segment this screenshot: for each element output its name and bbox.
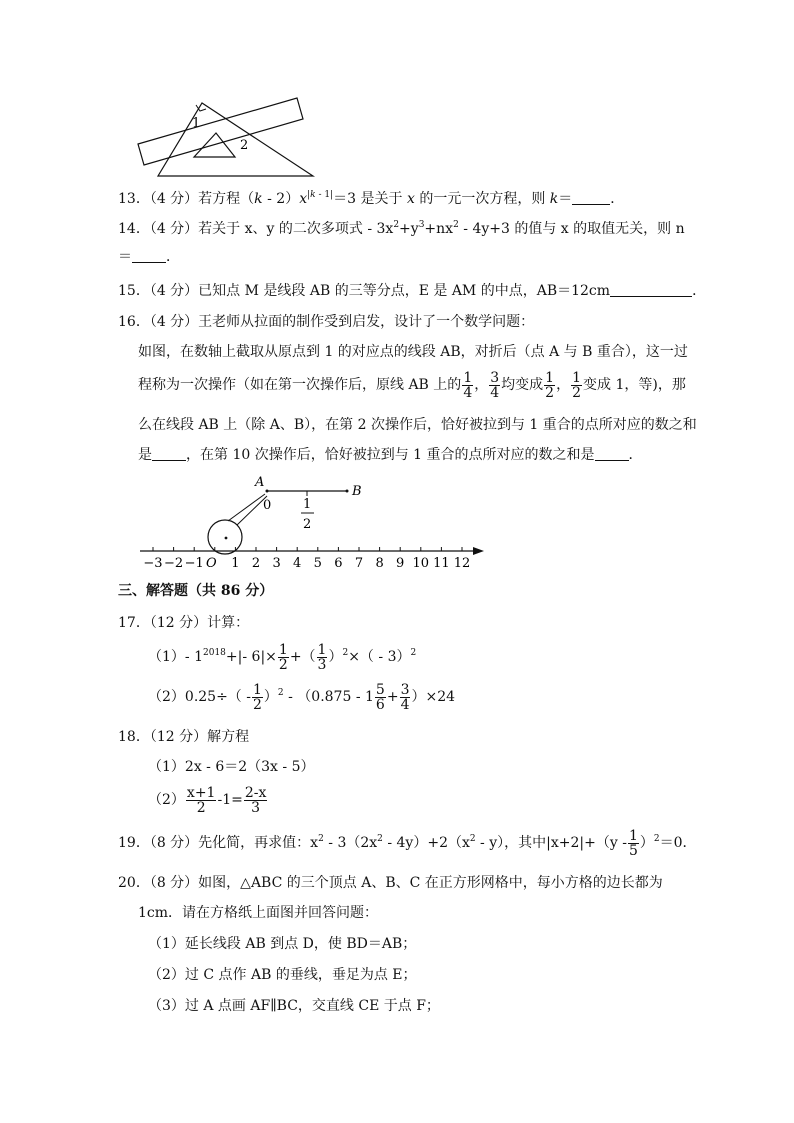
answer-blank-15[interactable] (610, 282, 692, 297)
question-20-3: （3）过 A 点画 AF∥BC，交直线 CE 于点 F； (148, 998, 440, 1014)
answer-blank-16b[interactable] (595, 446, 629, 461)
question-18-1: （1）2x - 6＝2（3x - 5） (148, 759, 315, 775)
section-3-heading: 三、解答题（共 86 分） (118, 583, 274, 599)
label-A: A (255, 475, 265, 490)
spool-circle (208, 520, 242, 554)
question-18-2: （2） $\frac{x+1}{2}$ -1= $\frac{2-x}{3}$ (148, 784, 267, 816)
tick-label: 10 (412, 556, 430, 571)
tick-label: 12 (453, 556, 471, 571)
question-18-title: 18．（12 分）解方程 (118, 729, 250, 745)
tick-label: 7 (354, 556, 364, 571)
svg-text:2: 2 (303, 517, 312, 532)
tick-label: 4 (293, 556, 302, 571)
question-17-2: （2）0.25÷（ - $\frac{1}{2}$ ）$^2$ - （0.875 - 1 $\frac{5}{6}$ + $\frac{3}{4}$ ）×24 (148, 681, 456, 713)
tick-label: 5 (313, 556, 322, 571)
tick-label: −1 (184, 556, 204, 571)
tick-label: 1 (231, 556, 240, 571)
question-20-l1: 20．（8 分）如图，△ABC 的三个顶点 A、B、C 在正方形网格中，每小方格的边长都为 (118, 875, 663, 891)
tick-label: 6 (334, 556, 343, 571)
label-B: B (352, 484, 362, 499)
large-triangle (158, 103, 313, 176)
tick-label: 11 (433, 556, 450, 571)
question-16-title: 16．（4 分）王老师从拉面的制作受到启发，设计了一个数学问题： (118, 314, 535, 330)
axis-arrow (473, 547, 484, 555)
question-17-title: 17．（12 分）计算： (118, 615, 250, 631)
tick-label: 9 (396, 556, 405, 571)
tick-label: −2 (164, 556, 184, 571)
number-line-figure (135, 472, 495, 572)
ruler (138, 98, 303, 165)
question-17-1: （1）- $1^{2018}+|-$ 6|× $\frac{1}{2}$ +（ $\frac{1}{3}$ ）$^2$×（ - 3）$^2$ (148, 641, 417, 673)
question-13: 13．（4 分）若方程$(k - 2)x^{|k - 1|}=3$ 是关于 x 的一元一次方程，则 k＝ ． (118, 190, 625, 207)
answer-blank-16a[interactable] (152, 446, 186, 461)
question-14-line2: ＝ ． (118, 249, 180, 265)
question-20-1: （1）延长线段 AB 到点 D，使 BD＝AB； (148, 936, 417, 952)
question-14: 14．（4 分）若关于 x、y 的二次多项式 - $3x^2+y^3+nx^2 - 4y+3$ 的值与 x 的取值无关，则 n (118, 220, 685, 237)
triangle-ruler-figure (130, 95, 320, 185)
question-20-2: （2）过 C 点作 AB 的垂线，垂足为点 E； (148, 967, 417, 983)
tick-label: −3 (143, 556, 163, 571)
angle-label-2: 2 (240, 138, 249, 153)
tick-label: 3 (272, 556, 281, 571)
label-zero: 0 (263, 498, 272, 513)
question-16-p2: 程称为一次操作（如在第一次操作后，原线 AB 上的 $\frac{1}{4}$ ， $\frac{3}{4}$ 均变成 $\frac{1}{2}$ ， $\frac{1}{2}$ 变成 1，等)，那 (138, 369, 686, 401)
angle-label-1: 1 (192, 116, 201, 131)
question-16-p4: 是 ，在第 10 次操作后，恰好被拉到与 1 重合的点所对应的数之和是 ． (138, 447, 643, 463)
label-O: O (206, 556, 217, 571)
question-16-p1: 如图，在数轴上截取从原点到 1 的对应点的线段 AB，对折后（点 A 与 B 重合），这一过 (138, 344, 688, 360)
question-15: 15．（4 分）已知点 M 是线段 AB 的三等分点，E 是 AM 的中点，AB＝12cm ． (118, 283, 707, 299)
question-19: 19．（8 分）先化简，再求值：$x^2 - 3(2x^2 - 4y)+2(x^2 - y)$，其中|x+2|+（y - $\frac{1}{5}$ ）$^2$＝0． (118, 827, 697, 859)
svg-text:1: 1 (303, 497, 312, 512)
tick-label: 8 (375, 556, 384, 571)
answer-blank-14[interactable] (132, 248, 166, 263)
answer-blank-13[interactable] (572, 190, 610, 205)
question-20-l2: 1cm．请在方格纸上面图并回答问题： (138, 905, 379, 921)
tick-label: 2 (251, 556, 261, 571)
question-16-p3: 么在线段 AB 上（除 A、B），在第 2 次操作后，恰好被拉到与 1 重合的点所对应的数之和 (138, 417, 697, 433)
